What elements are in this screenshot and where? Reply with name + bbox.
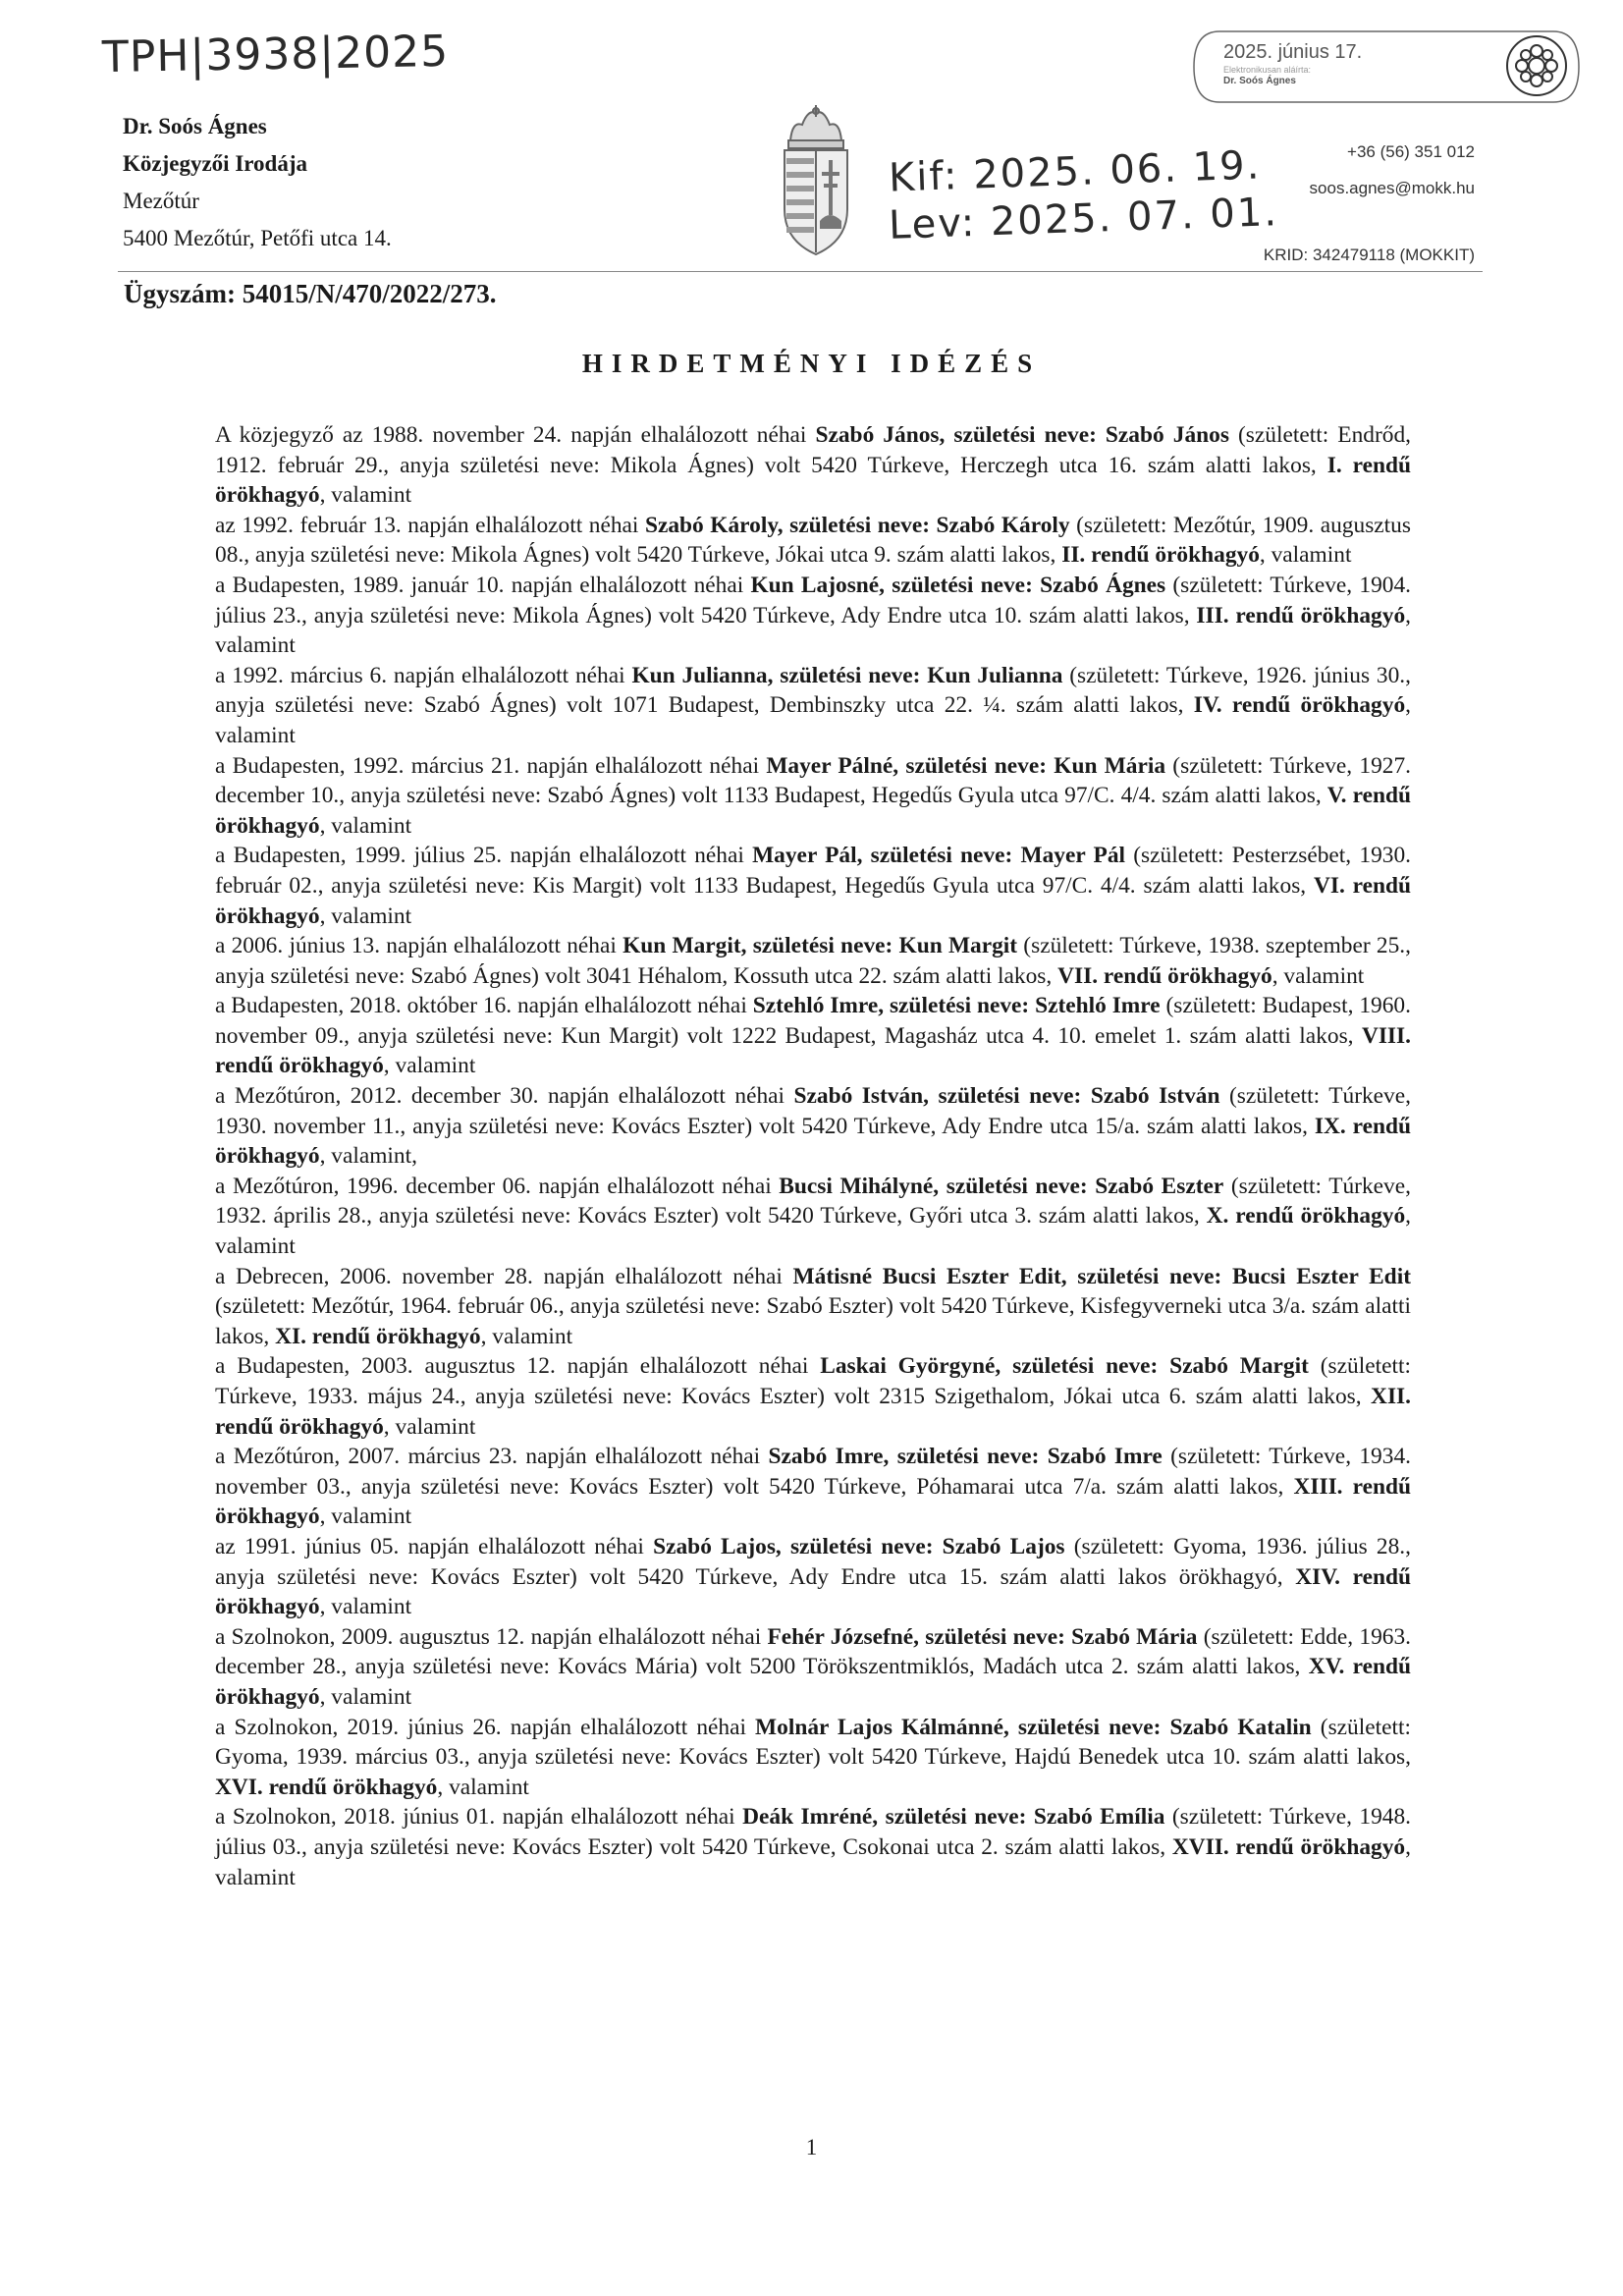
bold-run: V. rendű örökhagyó xyxy=(215,783,1411,839)
bold-run: Kun Julianna, születési neve: Kun Julianna xyxy=(631,662,1063,688)
document-body xyxy=(215,420,1411,1892)
text-run: , valamint xyxy=(319,482,412,509)
text-run: , valamint xyxy=(215,602,1411,659)
office-address: 5400 Mezőtúr, Petőfi utca 14. xyxy=(123,226,392,250)
header-divider xyxy=(118,271,1483,272)
text-run: a Szolnokon, 2018. június 01. napján elhalálozott néhai xyxy=(215,1804,743,1831)
bold-run: Mátisné Bucsi Eszter Edit, születési neve: Bucsi Eszter Edit xyxy=(792,1263,1411,1289)
text-run: a Budapesten, 2018. október 16. napján elhalálozott néhai xyxy=(215,993,753,1019)
stamp-date: 2025. június 17. xyxy=(1223,41,1363,63)
office-city: Mezőtúr xyxy=(123,189,199,213)
text-run: (született: Mezőtúr, 1909. augusztus 08., anyja születési neve: Mikola Ágnes) volt 5420 Túrkeve, Jókai utca 9. szám alatti lakos, xyxy=(215,512,1411,569)
text-run: az 1991. június 05. napján elhalálozott néhai xyxy=(215,1533,654,1559)
text-run: a Budapesten, 2003. augusztus 12. napján elhalálozott néhai xyxy=(215,1353,821,1380)
bold-run: IV. rendű örökhagyó xyxy=(1193,692,1406,719)
text-run: a Szolnokon, 2019. június 26. napján elhalálozott néhai xyxy=(215,1714,756,1740)
bold-run: XI. rendű örökhagyó xyxy=(275,1323,481,1349)
text-run: a Debrecen, 2006. november 28. napján elhalálozott néhai xyxy=(215,1263,793,1289)
text-run: , valamint xyxy=(319,812,412,839)
text-run: , valamint xyxy=(1259,542,1352,569)
office-title: Közjegyzői Irodája xyxy=(123,151,308,176)
bold-run: XV. rendű örökhagyó xyxy=(215,1654,1411,1710)
bold-run: Molnár Lajos Kálmánné, születési neve: Szabó Katalin xyxy=(755,1714,1312,1740)
text-run: A közjegyző az 1988. november 24. napján elhalálozott néhai xyxy=(215,422,816,448)
contact-email: soos.agnes@mokk.hu xyxy=(1309,179,1475,197)
text-run: , valamint xyxy=(319,902,412,929)
text-run: (született: Túrkeve, 1904. július 23., anyja születési neve: Mikola Ágnes) volt 5420 Túrkeve, Ady Endre utca 10. szám alatti lakos, xyxy=(215,572,1411,629)
bold-run: Mayer Pálné, születési neve: Kun Mária xyxy=(766,752,1166,779)
text-run: , valamint xyxy=(215,1833,1411,1890)
handwritten-reference-number: TPH|3938|2025 xyxy=(101,26,450,83)
text-run: (született: Budapest, 1960. november 09., anyja születési neve: Kun Margit) volt 1222 Budapest, Magasház utca 4. 10. emelet 1. szám alatti lakos, xyxy=(215,993,1411,1049)
bold-run: Szabó Károly, születési neve: Szabó Károly xyxy=(644,512,1070,538)
bold-run: Szabó Imre, születési neve: Szabó Imre xyxy=(768,1444,1163,1470)
text-run: (született: Mezőtúr, 1964. február 06., anyja születési neve: Szabó Eszter) volt 5420 Túrkeve, Kisfegyverneki utca 3/a. szám alatti lakos, xyxy=(215,1293,1411,1349)
text-run: (született: Túrkeve, 1934. november 03., anyja születési neve: Kovács Eszter) volt 5420 Túrkeve, Póhamarai utca 7/a. szám alatti lakos, xyxy=(215,1444,1411,1500)
text-run: , valamint xyxy=(319,1594,412,1620)
text-run: , valamint xyxy=(480,1323,573,1349)
text-run: a Mezőtúron, 1996. december 06. napján elhalálozott néhai xyxy=(215,1173,780,1199)
bold-run: XVII. rendű örökhagyó xyxy=(1171,1833,1406,1860)
bold-run: XIV. rendű örökhagyó xyxy=(215,1563,1411,1620)
page-number: 1 xyxy=(805,2135,818,2159)
text-run: , valamint, xyxy=(319,1143,417,1170)
contact-block xyxy=(1310,134,1475,206)
text-run: , valamint xyxy=(383,1053,476,1079)
bold-run: XIII. rendű örökhagyó xyxy=(215,1473,1411,1530)
bold-run: VI. rendű örökhagyó xyxy=(215,872,1411,929)
text-run: a Mezőtúron, 2007. március 23. napján elhalálozott néhai xyxy=(215,1444,769,1470)
notary-seal-icon xyxy=(1504,33,1569,98)
heir-paragraph xyxy=(215,931,1411,991)
heir-paragraph xyxy=(215,1802,1411,1892)
text-run: a Budapesten, 1992. március 21. napján elhalálozott néhai xyxy=(215,752,767,779)
heir-paragraph xyxy=(215,1081,1411,1172)
text-run: , valamint xyxy=(319,1683,412,1710)
heir-paragraph xyxy=(215,1351,1411,1442)
text-run: (született: Túrkeve, 1938. szeptember 25., anyja születési neve: Szabó Ágnes) volt 3041 Héhalom, Kossuth utca 22. szám alatti lakos, xyxy=(215,933,1411,989)
text-run: (született: Endrőd, 1912. február 29., anyja születési neve: Mikola Ágnes) volt 5420 Túrkeve, Herczegh utca 16. szám alatti lakos, xyxy=(215,422,1412,478)
text-run: a Mezőtúron, 2012. december 30. napján elhalálozott néhai xyxy=(215,1083,794,1110)
text-run: a Budapesten, 1989. január 10. napján elhalálozott néhai xyxy=(215,572,751,598)
case-number: Ügyszám: 54015/N/470/2022/273. xyxy=(124,279,497,308)
text-run: (született: Pesterzsébet, 1930. február 02., anyja születési neve: Kis Margit) volt 1133 Budapest, Hegedűs Gyula utca 97/C. 4/4. szám alatti lakos, xyxy=(215,843,1411,899)
bold-run: III. rendű örökhagyó xyxy=(1196,602,1406,629)
bold-run: XVI. rendű örökhagyó xyxy=(215,1774,438,1800)
heir-paragraph xyxy=(215,1622,1411,1713)
heir-paragraph xyxy=(215,991,1411,1081)
coat-of-arms-icon xyxy=(773,103,859,258)
bold-run: Szabó János, születési neve: Szabó János xyxy=(815,422,1229,448)
bold-run: Kun Margit, születési neve: Kun Margit xyxy=(622,933,1018,959)
text-run: , valamint xyxy=(383,1413,476,1440)
text-run: (született: Gyoma, 1939. március 03., anyja születési neve: Kovács Eszter) volt 5420 Túrkeve, Hajdú Benedek utca 10. szám alatti lakos, xyxy=(215,1714,1412,1771)
bold-run: X. rendű örökhagyó xyxy=(1206,1203,1406,1230)
text-run: , valamint xyxy=(319,1503,412,1530)
text-run: (született: Túrkeve, 1927. december 10., anyja születési neve: Szabó Ágnes) volt 1133 Budapest, Hegedűs Gyula utca 97/C. 4/4. szám alatti lakos, xyxy=(215,752,1412,809)
text-run: (született: Gyoma, 1936. július 28., anyja születési neve: Kovács Eszter) volt 5420 Túrkeve, Ady Endre utca 15. szám alatti lakos örökhagyó, xyxy=(215,1533,1412,1590)
heir-paragraph xyxy=(215,1172,1411,1262)
handwritten-note-line-2: Lev: 2025. 07. 01. xyxy=(888,190,1279,248)
stamp-signed-line: Elektronikusan aláírta: xyxy=(1223,65,1312,75)
bold-run: Fehér Józsefné, születési neve: Szabó Mária xyxy=(767,1623,1198,1650)
bold-run: Mayer Pál, születési neve: Mayer Pál xyxy=(752,843,1126,869)
text-run: a Szolnokon, 2009. augusztus 12. napján elhalálozott néhai xyxy=(215,1623,768,1650)
bold-run: Laskai Györgyné, születési neve: Szabó Margit xyxy=(820,1353,1309,1380)
bold-run: Deák Imréné, születési neve: Szabó Emília xyxy=(742,1804,1165,1831)
text-run: (született: Edde, 1963. december 28., anyja születési neve: Kovács Mária) volt 5200 Törökszentmiklós, Madách utca 2. szám alatti lakos, xyxy=(215,1623,1412,1680)
heir-paragraph xyxy=(215,751,1411,842)
heir-paragraph xyxy=(215,841,1411,931)
text-run: (született: Túrkeve, 1926. június 30., anyja születési neve: Szabó Ágnes) volt 1071 Budapest, Dembinszky utca 22. ¼. szám alatti lakos, xyxy=(215,662,1412,719)
heir-paragraph xyxy=(215,511,1411,571)
document-title: HIRDETMÉNYI IDÉZÉS xyxy=(581,349,1042,378)
bold-run: Sztehló Imre, születési neve: Sztehló Imre xyxy=(752,993,1161,1019)
heir-paragraph xyxy=(215,1442,1411,1532)
bold-run: Szabó István, születési neve: Szabó István xyxy=(793,1083,1220,1110)
bold-run: Szabó Lajos, születési neve: Szabó Lajos xyxy=(653,1533,1065,1559)
office-block xyxy=(123,108,392,257)
heir-paragraph xyxy=(215,571,1411,661)
text-run: , valamint xyxy=(215,692,1411,748)
office-name: Dr. Soós Ágnes xyxy=(123,114,267,138)
text-run: a 2006. június 13. napján elhalálozott néhai xyxy=(215,933,623,959)
signature-stamp xyxy=(1190,27,1583,106)
text-run: , valamint xyxy=(1271,962,1365,989)
heir-paragraph xyxy=(215,1262,1411,1352)
text-run: az 1992. február 13. napján elhalálozott néhai xyxy=(215,512,645,538)
bold-run: Kun Lajosné, születési neve: Szabó Ágnes xyxy=(750,572,1166,598)
bold-run: IX. rendű örökhagyó xyxy=(215,1113,1412,1170)
text-run: , valamint xyxy=(437,1774,529,1800)
bold-run: VIII. rendű örökhagyó xyxy=(215,1022,1411,1079)
text-run: (született: Túrkeve, 1932. április 28., anyja születési neve: Kovács Eszter) volt 5420 Túrkeve, Győri utca 3. szám alatti lakos, xyxy=(215,1173,1411,1230)
bold-run: Bucsi Mihályné, születési neve: Szabó Eszter xyxy=(779,1173,1224,1199)
handwritten-note-line-1: Kif: 2025. 06. 19. xyxy=(888,142,1263,201)
bold-run: VII. rendű örökhagyó xyxy=(1057,962,1272,989)
text-run: (született: Túrkeve, 1948. július 03., anyja születési neve: Kovács Eszter) volt 5420 Túrkeve, Csokonai utca 2. szám alatti lakos, xyxy=(215,1804,1412,1860)
bold-run: XII. rendű örökhagyó xyxy=(215,1384,1411,1440)
stamp-signer: Dr. Soós Ágnes xyxy=(1223,76,1296,86)
heir-paragraph xyxy=(215,1713,1411,1803)
heir-paragraph xyxy=(215,1532,1411,1622)
contact-phone: +36 (56) 351 012 xyxy=(1347,142,1475,161)
bold-run: I. rendű örökhagyó xyxy=(215,452,1411,509)
text-run: (született: Túrkeve, 1930. november 11., anyja születési neve: Kovács Eszter) volt 5420 Túrkeve, Ady Endre utca 15/a. szám alatti lakos, xyxy=(215,1083,1411,1139)
krid-identifier: KRID: 342479118 (MOKKIT) xyxy=(1263,246,1475,264)
text-run: a Budapesten, 1999. július 25. napján elhalálozott néhai xyxy=(215,843,753,869)
heir-paragraph xyxy=(215,420,1411,511)
bold-run: II. rendű örökhagyó xyxy=(1061,542,1260,569)
text-run: a 1992. március 6. napján elhalálozott néhai xyxy=(215,662,632,688)
text-run: (született: Túrkeve, 1933. május 24., anyja születési neve: Kovács Eszter) volt 2315 Szigethalom, Jókai utca 6. szám alatti lakos, xyxy=(215,1353,1411,1409)
heir-paragraph xyxy=(215,661,1411,751)
text-run: , valamint xyxy=(215,1203,1412,1260)
